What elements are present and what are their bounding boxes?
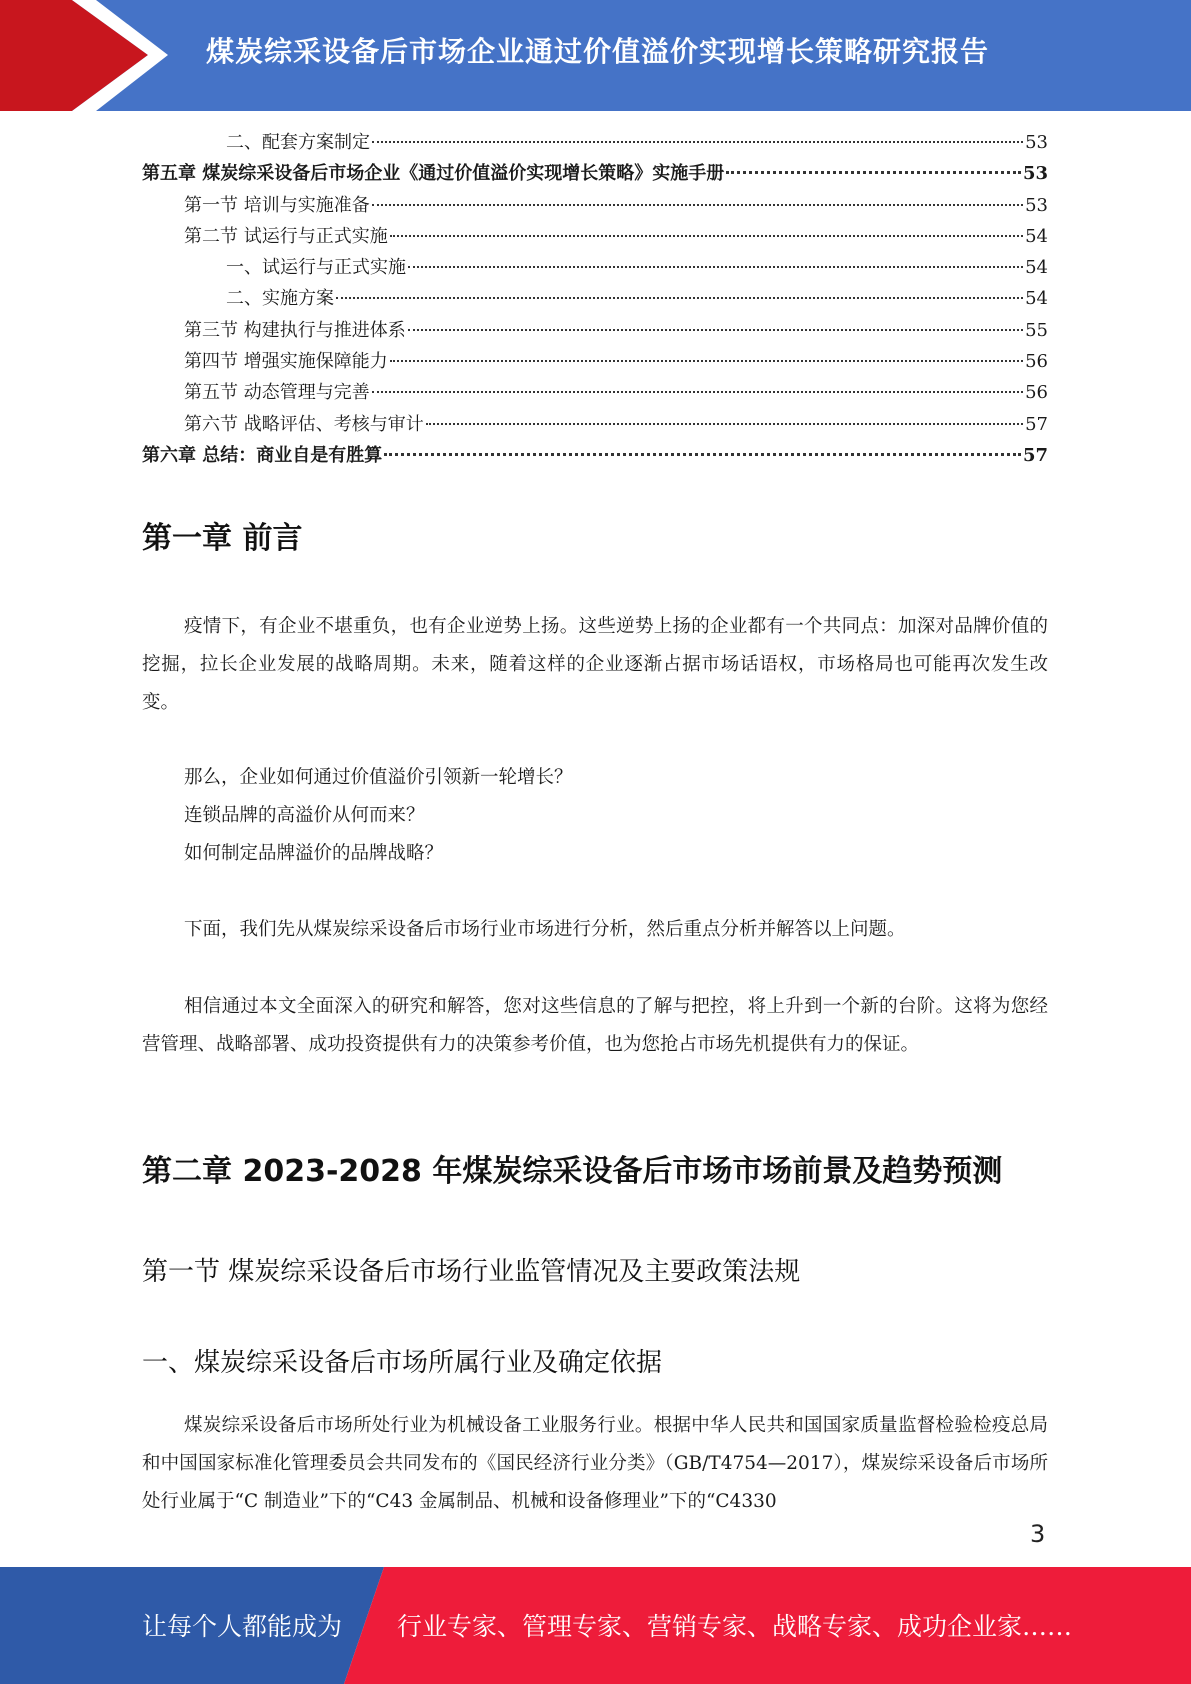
question-3: 如何制定品牌溢价的品牌战略？ [184,843,444,864]
toc-entry-page: 57 [1025,413,1048,435]
toc-entry-title: 第四节 增强实施保障能力 [184,351,388,373]
toc-entry-page: 56 [1025,351,1048,373]
toc-entry[interactable] [142,252,1048,283]
page-number: 3 [1030,1520,1046,1548]
section-1-heading: 第一节 煤炭综采设备后市场行业监管情况及主要政策法规 [142,1257,801,1287]
toc-leader-dots [390,360,1023,362]
toc-entry[interactable] [142,315,1048,346]
page-footer [0,1567,1191,1684]
toc-entry-title: 第五节 动态管理与完善 [184,382,370,404]
toc-entry-page: 55 [1025,319,1048,341]
toc-entry-title: 第六节 战略评估、考核与审计 [184,413,424,435]
toc-entry-title: 第三节 构建执行与推进体系 [184,319,406,341]
chapter-2-heading: 第二章 2023-2028 年煤炭综采设备后市场市场前景及趋势预测 [142,1154,1003,1189]
toc-leader-dots [408,266,1023,268]
page-header [0,0,1191,111]
toc-entry-page: 54 [1025,257,1048,279]
toc-entry-page: 54 [1025,225,1048,247]
toc-entry-page: 53 [1022,163,1048,185]
chapter-1-paragraph-3: 相信通过本文全面深入的研究和解答，您对这些信息的了解与把控，将上升到一个新的台阶。这将为您经营管理、战略部署、成功投资提供有力的决策参考价值，也为您抢占市场先机提供有力的保证。 [142,996,1048,1055]
toc-entry-title: 二、实施方案 [226,288,334,310]
toc-entry-title: 第六章 总结：商业自是有胜算 [142,444,383,466]
toc-entry[interactable] [142,377,1048,408]
toc-leader-dots [336,297,1023,299]
toc-leader-dots [390,235,1023,237]
chapter-2-paragraph-1: 煤炭综采设备后市场所处行业为机械设备工业服务行业。根据中华人民共和国国家质量监督检验检疫总局和中国国家标准化管理委员会共同发布的《国民经济行业分类》（GB/T4754—2017），煤炭综采设备后市场所处行业属于“C 制造业”下的“C43 金属制品、机械和设备修理业”下的“C4330 [142,1415,1048,1512]
document-title: 煤炭综采设备后市场企业通过价值溢价实现增长策略研究报告 [206,35,990,68]
toc-entry-title: 二、配套方案制定 [226,132,370,153]
question-2: 连锁品牌的高溢价从何而来？ [184,805,425,826]
footer-slogan-right: 行业专家、管理专家、营销专家、战略专家、成功企业家…… [397,1612,1073,1641]
toc-entry-page: 57 [1022,444,1048,466]
toc-leader-dots [372,204,1023,206]
chapter-1-paragraph-1: 疫情下，有企业不堪重负，也有企业逆势上扬。这些逆势上扬的企业都有一个共同点：加深对品牌价值的挖掘，拉长企业发展的战略周期。未来，随着这样的企业逐渐占据市场话语权，市场格局也可能再次发生改变。 [142,616,1048,713]
toc-leader-dots [384,453,1021,456]
toc-entry[interactable] [142,409,1048,440]
toc-entry[interactable] [142,440,1048,471]
toc-leader-dots [372,391,1023,393]
toc-entry[interactable] [142,158,1048,189]
toc-leader-dots [408,329,1023,331]
table-of-contents [142,127,1048,471]
toc-entry-page: 53 [1025,194,1048,216]
toc-leader-dots [426,423,1023,425]
toc-entry-page: 54 [1025,288,1048,310]
footer-slogan-left: 让每个人都能成为 [142,1612,343,1641]
toc-entry-title: 一、试运行与正式实施 [226,257,406,279]
toc-entry-title: 第二节 试运行与正式实施 [184,225,388,247]
toc-entry[interactable] [142,346,1048,377]
chapter-1-heading: 第一章 前言 [142,521,303,556]
toc-entry[interactable] [142,190,1048,221]
chapter-1-paragraph-2: 下面，我们先从煤炭综采设备后市场行业市场进行分析，然后重点分析并解答以上问题。 [184,919,906,940]
toc-entry-page: 53 [1025,132,1048,153]
toc-entry-page: 56 [1025,382,1048,404]
toc-entry[interactable] [142,127,1048,158]
toc-entry-title: 第一节 培训与实施准备 [184,194,370,216]
question-1: 那么，企业如何通过价值溢价引领新一轮增长？ [184,767,573,788]
toc-entry[interactable] [142,283,1048,314]
toc-leader-dots [372,141,1023,143]
toc-leader-dots [726,171,1021,174]
toc-entry[interactable] [142,221,1048,252]
subsection-1-heading: 一、煤炭综采设备后市场所属行业及确定依据 [142,1348,663,1378]
toc-entry-title: 第五章 煤炭综采设备后市场企业《通过价值溢价实现增长策略》实施手册 [142,163,725,185]
